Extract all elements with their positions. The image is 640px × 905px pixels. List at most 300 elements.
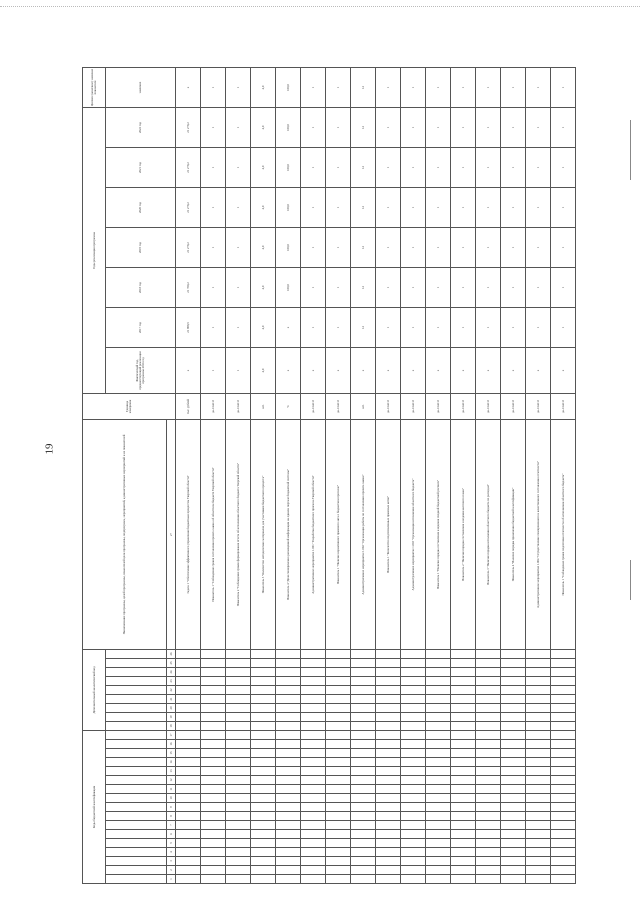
code-cell (476, 659, 501, 668)
code-cell (226, 650, 251, 659)
code-cell (326, 839, 351, 848)
row-value-v2020: 1 (201, 188, 226, 228)
code-cell (201, 803, 226, 812)
code-cell (501, 830, 526, 839)
code-cell (376, 686, 401, 695)
code-cell (476, 866, 501, 875)
code-cell (176, 740, 201, 749)
code-cell (451, 830, 476, 839)
code-cell (276, 704, 301, 713)
row-value-v2021: 4,0 (251, 148, 276, 188)
row-description: Административное мероприятие 1.004 "Осуществление своевременного и качественного составления отчетности" (526, 420, 551, 650)
code-cell (351, 740, 376, 749)
code-cell (501, 713, 526, 722)
code-cell (251, 659, 276, 668)
column-number: 9 (167, 803, 176, 812)
row-value-v2021: 1 (326, 148, 351, 188)
row-description: Показатель 2 "Соблюдение сроков формирования отчета об исполнении областного бюджета Тверской области" (226, 420, 251, 650)
code-cell (526, 722, 551, 731)
row-fact: 4,0 (251, 348, 276, 394)
row-value-v2017: 1 (376, 308, 401, 348)
header-additional-codes: Дополнительный аналитический код (83, 650, 106, 731)
column-number: 17 (167, 731, 176, 740)
code-cell (176, 722, 201, 731)
code-cell (476, 812, 501, 821)
code-cell (176, 821, 201, 830)
code-cell (376, 776, 401, 785)
header-code-cell (106, 830, 167, 839)
code-cell (501, 731, 526, 740)
column-number: 12 (167, 776, 176, 785)
code-cell (501, 857, 526, 866)
code-cell (351, 830, 376, 839)
header-years: Годы реализации программы (83, 108, 106, 394)
code-cell (176, 866, 201, 875)
code-cell (276, 686, 301, 695)
row-value-v2022: 1 (301, 108, 326, 148)
code-cell (301, 776, 326, 785)
row-description: Показатель 4 "Наличие порядка применения бюджетной классификации" (501, 420, 526, 650)
code-cell (426, 731, 451, 740)
code-cell (501, 875, 526, 884)
code-cell (476, 785, 501, 794)
code-cell (526, 650, 551, 659)
code-cell (326, 848, 351, 857)
code-cell (176, 749, 201, 758)
code-cell (501, 749, 526, 758)
column-number: 4 (167, 848, 176, 857)
code-cell (476, 722, 501, 731)
code-cell (526, 803, 551, 812)
row-value-v2017: 1 (451, 308, 476, 348)
row-value-v2021: 1 (451, 148, 476, 188)
row-unit: да-1/нет-0 (401, 394, 426, 420)
code-cell (376, 722, 401, 731)
code-cell (451, 821, 476, 830)
row-value-v2019: 12 (351, 228, 376, 268)
header-code-cell (106, 695, 167, 704)
row-value-v2022: 21 278,2 (176, 108, 201, 148)
code-cell (451, 776, 476, 785)
code-cell (201, 794, 226, 803)
code-cell (526, 830, 551, 839)
code-cell (426, 848, 451, 857)
code-cell (276, 848, 301, 857)
code-cell (501, 803, 526, 812)
code-cell (551, 767, 576, 776)
row-fact: x (551, 348, 576, 394)
code-cell (501, 776, 526, 785)
row-value-v2022: 12 (351, 108, 376, 148)
row-value-v2022: 1 (451, 108, 476, 148)
code-cell (451, 677, 476, 686)
margin-mark (630, 120, 631, 180)
code-cell (326, 704, 351, 713)
code-cell (376, 659, 401, 668)
code-cell (401, 659, 426, 668)
code-cell (201, 686, 226, 695)
row-description: Показатель 1 "Соблюдение сроков составления проекта закона об областном бюджете Тверской области" (201, 420, 226, 650)
header-code-cell (106, 758, 167, 767)
row-unit: да-1/нет-0 (376, 394, 401, 420)
code-cell (501, 677, 526, 686)
code-cell (476, 857, 501, 866)
code-cell (376, 731, 401, 740)
code-cell (226, 677, 251, 686)
row-value-v2021: 1 (301, 148, 326, 188)
code-cell (476, 731, 501, 740)
row-target: 1 (451, 68, 476, 108)
row-value-v2018: 1 (501, 268, 526, 308)
row-target: 1 (226, 68, 251, 108)
code-cell (276, 776, 301, 785)
row-value-v2020: 100,0 (276, 188, 301, 228)
code-cell (251, 776, 276, 785)
code-cell (176, 875, 201, 884)
code-cell (476, 776, 501, 785)
program-indicators-table (82, 67, 576, 884)
code-cell (276, 650, 301, 659)
code-cell (301, 668, 326, 677)
row-value-v2019: 1 (226, 228, 251, 268)
code-cell (401, 686, 426, 695)
row-value-v2017: 1 (201, 308, 226, 348)
code-cell (451, 866, 476, 875)
code-cell (476, 830, 501, 839)
code-cell (301, 713, 326, 722)
code-cell (376, 677, 401, 686)
code-cell (276, 740, 301, 749)
header-code-cell (106, 776, 167, 785)
row-value-v2020: 1 (426, 188, 451, 228)
row-value-v2020: 1 (301, 188, 326, 228)
code-cell (251, 875, 276, 884)
code-cell (201, 677, 226, 686)
row-unit: % (276, 394, 301, 420)
code-cell (301, 830, 326, 839)
header-code-cell (106, 677, 167, 686)
row-description: Показатель 3 "Количество методических материалов для участников бюджетного процесса" (251, 420, 276, 650)
code-cell (401, 776, 426, 785)
row-unit: да-1/нет-0 (201, 394, 226, 420)
code-cell (351, 866, 376, 875)
code-cell (476, 758, 501, 767)
code-cell (551, 686, 576, 695)
code-cell (476, 803, 501, 812)
code-cell (226, 704, 251, 713)
row-fact: x (501, 348, 526, 394)
column-number: 27 (167, 420, 176, 650)
code-cell (201, 668, 226, 677)
code-cell (251, 668, 276, 677)
column-number: 16 (167, 740, 176, 749)
code-cell (176, 677, 201, 686)
table-row (551, 68, 576, 884)
row-value-v2020: 1 (501, 188, 526, 228)
code-cell (401, 713, 426, 722)
code-cell (451, 848, 476, 857)
row-fact: x (326, 348, 351, 394)
row-target: 1 (376, 68, 401, 108)
code-cell (251, 803, 276, 812)
column-number: 26 (167, 650, 176, 659)
code-cell (226, 875, 251, 884)
code-cell (201, 785, 226, 794)
row-value-v2019: 21 278,2 (176, 228, 201, 268)
code-cell (351, 731, 376, 740)
row-value-v2019: 1 (451, 228, 476, 268)
code-cell (251, 650, 276, 659)
row-target: 1 (551, 68, 576, 108)
code-cell (401, 857, 426, 866)
code-cell (526, 713, 551, 722)
code-cell (401, 695, 426, 704)
code-cell (351, 650, 376, 659)
code-cell (426, 713, 451, 722)
row-value-v2022: 1 (476, 108, 501, 148)
code-cell (276, 794, 301, 803)
code-cell (276, 830, 301, 839)
code-cell (176, 668, 201, 677)
header-unit: Единица измерения (83, 394, 176, 420)
code-cell (376, 740, 401, 749)
code-cell (201, 722, 226, 731)
table-row (476, 68, 501, 884)
row-target: 12 (351, 68, 376, 108)
code-cell (501, 704, 526, 713)
code-cell (476, 794, 501, 803)
row-value-v2019: 1 (301, 228, 326, 268)
code-cell (501, 758, 526, 767)
code-cell (351, 668, 376, 677)
code-cell (476, 749, 501, 758)
code-cell (226, 776, 251, 785)
code-cell (201, 758, 226, 767)
row-value-v2017: 1 (501, 308, 526, 348)
code-cell (251, 866, 276, 875)
code-cell (326, 731, 351, 740)
code-cell (326, 650, 351, 659)
row-value-v2018: 1 (526, 268, 551, 308)
code-cell (301, 785, 326, 794)
code-cell (551, 857, 576, 866)
code-cell (376, 749, 401, 758)
code-cell (476, 713, 501, 722)
code-cell (526, 875, 551, 884)
code-cell (301, 686, 326, 695)
code-cell (226, 848, 251, 857)
code-cell (501, 785, 526, 794)
table-row (426, 68, 451, 884)
code-cell (351, 857, 376, 866)
code-cell (351, 776, 376, 785)
code-cell (226, 839, 251, 848)
code-cell (551, 659, 576, 668)
code-cell (351, 875, 376, 884)
row-description: Показатель 1 "Количество подготовленных правовых актов" (376, 420, 401, 650)
code-cell (551, 695, 576, 704)
code-cell (201, 812, 226, 821)
code-cell (376, 794, 401, 803)
code-cell (526, 677, 551, 686)
code-cell (426, 668, 451, 677)
code-cell (351, 839, 376, 848)
row-value-v2020: 1 (326, 188, 351, 228)
column-number: 3 (167, 857, 176, 866)
row-value-v2021: 1 (476, 148, 501, 188)
code-cell (201, 857, 226, 866)
row-fact: x (176, 348, 201, 394)
row-target: 1 (301, 68, 326, 108)
row-value-v2022: 1 (326, 108, 351, 148)
code-cell (301, 704, 326, 713)
code-cell (226, 659, 251, 668)
row-description: Показатель 3 "Наличие порядка исполнения областного бюджета по расходам" (476, 420, 501, 650)
code-cell (251, 749, 276, 758)
header-year-2017: 2017 год (106, 308, 176, 348)
row-description: Административное мероприятие 1.001 "Разработка бюджетного прогноза Тверской области" (301, 420, 326, 650)
code-cell (426, 875, 451, 884)
code-cell (326, 677, 351, 686)
row-fact: x (526, 348, 551, 394)
code-cell (201, 875, 226, 884)
row-value-v2018: 1 (476, 268, 501, 308)
code-cell (226, 857, 251, 866)
code-cell (401, 722, 426, 731)
code-cell (526, 704, 551, 713)
code-cell (501, 839, 526, 848)
code-cell (326, 659, 351, 668)
code-cell (426, 695, 451, 704)
code-cell (276, 857, 301, 866)
code-cell (401, 704, 426, 713)
row-unit: да-1/нет-0 (526, 394, 551, 420)
code-cell (351, 758, 376, 767)
code-cell (276, 749, 301, 758)
code-cell (351, 803, 376, 812)
code-cell (526, 848, 551, 857)
table-row (526, 68, 551, 884)
code-cell (226, 767, 251, 776)
code-cell (551, 704, 576, 713)
code-cell (526, 731, 551, 740)
row-value-v2020: 4,0 (251, 188, 276, 228)
row-value-v2021: 1 (376, 148, 401, 188)
code-cell (176, 758, 201, 767)
row-unit: да-1/нет-0 (226, 394, 251, 420)
code-cell (451, 785, 476, 794)
code-cell (351, 704, 376, 713)
code-cell (301, 803, 326, 812)
row-description: Показатель 1 "Наличие нормативного правового акта о бюджетном прогнозе" (326, 420, 351, 650)
code-cell (401, 668, 426, 677)
code-cell (401, 767, 426, 776)
code-cell (426, 704, 451, 713)
code-cell (451, 812, 476, 821)
code-cell (276, 866, 301, 875)
code-cell (251, 740, 276, 749)
code-cell (251, 686, 276, 695)
code-cell (376, 857, 401, 866)
code-cell (551, 785, 576, 794)
code-cell (276, 767, 301, 776)
code-cell (401, 848, 426, 857)
code-cell (426, 839, 451, 848)
code-cell (426, 785, 451, 794)
row-description: Показатель 1 "Соблюдение сроков подготовки отчетности об исполнении областного бюджета" (551, 420, 576, 650)
table-row (326, 68, 351, 884)
code-cell (426, 812, 451, 821)
code-cell (501, 740, 526, 749)
row-unit: тыс. рублей (176, 394, 201, 420)
header-target-value: значение (106, 68, 176, 108)
code-cell (551, 839, 576, 848)
code-cell (201, 731, 226, 740)
header-code-cell (106, 731, 167, 740)
row-value-v2020: 1 (451, 188, 476, 228)
column-number: 11 (167, 785, 176, 794)
row-fact: 1 (226, 348, 251, 394)
code-cell (401, 731, 426, 740)
code-cell (351, 821, 376, 830)
code-cell (401, 821, 426, 830)
code-cell (526, 668, 551, 677)
code-cell (326, 740, 351, 749)
header-code-cell (106, 848, 167, 857)
code-cell (376, 785, 401, 794)
row-target: 100,0 (276, 68, 301, 108)
header-code-cell (106, 659, 167, 668)
row-value-v2022: 1 (226, 108, 251, 148)
code-cell (451, 767, 476, 776)
code-cell (326, 875, 351, 884)
row-value-v2022: 1 (501, 108, 526, 148)
code-cell (401, 749, 426, 758)
row-value-v2020: 1 (401, 188, 426, 228)
code-cell (426, 857, 451, 866)
header-code-cell (106, 713, 167, 722)
row-target: 1 (401, 68, 426, 108)
code-cell (501, 794, 526, 803)
code-cell (451, 758, 476, 767)
code-cell (326, 758, 351, 767)
code-cell (426, 758, 451, 767)
row-fact: x (376, 348, 401, 394)
code-cell (326, 785, 351, 794)
code-cell (301, 695, 326, 704)
code-cell (376, 848, 401, 857)
code-cell (426, 866, 451, 875)
header-code-cell (106, 767, 167, 776)
code-cell (301, 731, 326, 740)
code-cell (201, 740, 226, 749)
row-value-v2018: 21 700,2 (176, 268, 201, 308)
row-fact: x (301, 348, 326, 394)
code-cell (401, 875, 426, 884)
code-cell (226, 803, 251, 812)
code-cell (526, 749, 551, 758)
row-value-v2018: 12 (351, 268, 376, 308)
code-cell (551, 713, 576, 722)
row-target: x (176, 68, 201, 108)
row-value-v2021: 12 (351, 148, 376, 188)
row-value-v2018: 1 (376, 268, 401, 308)
header-code-cell (106, 857, 167, 866)
row-value-v2019: 100,0 (276, 228, 301, 268)
column-number: 22 (167, 686, 176, 695)
code-cell (551, 830, 576, 839)
code-cell (176, 812, 201, 821)
